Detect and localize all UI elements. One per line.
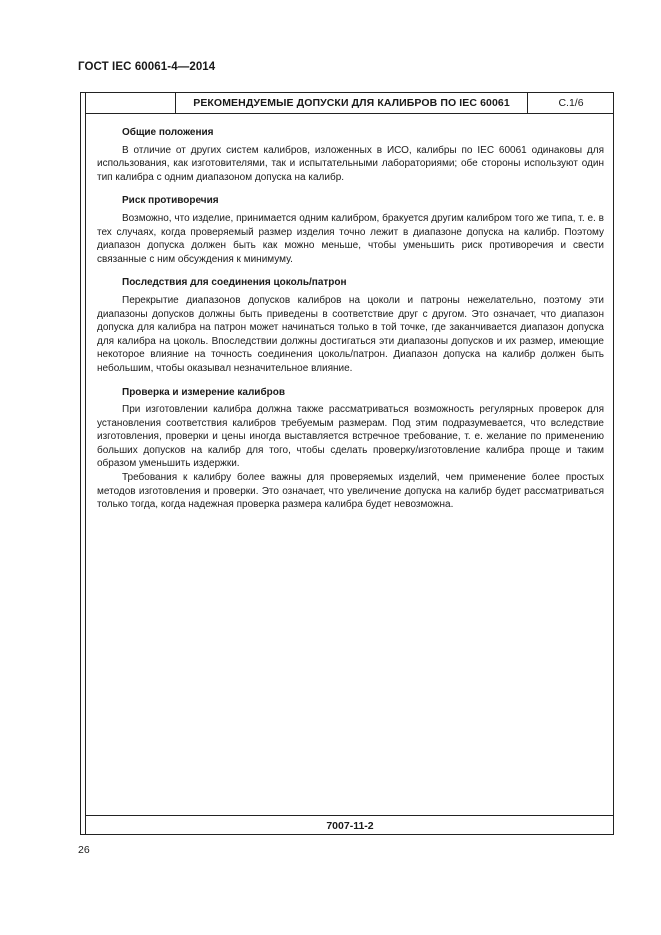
sheet-content xyxy=(97,120,604,512)
sheet-title: РЕКОМЕНДУЕМЫЕ ДОПУСКИ ДЛЯ КАЛИБРОВ ПО IEC 60061 xyxy=(176,92,528,113)
sheet-header xyxy=(86,92,614,114)
paragraph: Возможно, что изделие, принимается одним калибром, бракуется другим калибром того же типа, т. е. в тех случаях, когда проверяемый размер изделия точно лежит в диапазоне допуска на калибр. Поэтому диапазон допуска должен быть как можно меньше, чтобы уменьшить риск противоречия и свести связанные с ним обсуждения к минимуму. xyxy=(97,212,604,265)
section-heading-risk: Риск противоречия xyxy=(122,195,219,207)
paragraph: В отличие от других систем калибров, изложенных в ИСО, калибры по IEC 60061 одинаковы для использования, как изготовителями, так и испытательными лабораториями; обе стороны используют один тип калибра с одним диапазоном допуска на калибр. xyxy=(97,144,604,183)
section-heading-general: Общие положения xyxy=(122,127,214,138)
document-code: ГОСТ IEC 60061-4—2014 xyxy=(78,61,216,73)
paragraph: При изготовлении калибра должна также рассматриваться возможность регулярных проверок для установления соответствия калибров требуемым размерам. Под этим подразумевается, что вследствие изготовления, проверки и цены иногда выставляется встречное требование, т. е. желание по применению больших допусков на калибр для того, чтобы сделать проверку/изготовление калибра проще и таким образом уменьшить издержки. xyxy=(97,404,604,470)
section-heading-verification: Проверка и измерение калибров xyxy=(122,386,285,398)
sheet-footer-code: 7007-11-2 xyxy=(86,815,614,835)
sheet-number: С.1/6 xyxy=(558,96,584,109)
sheet-frame-left-border xyxy=(80,92,86,835)
section-heading-consequences: Последствия для соединения цоколь/патрон xyxy=(122,277,347,289)
paragraph: Требования к калибру более важны для проверяемых изделий, чем применение более простых методов изготовления и проверки. Это означает, что увеличение допуска на калибр будет рассматриваться только тогда, когда надежная проверка размера калибра будет невозможна. xyxy=(97,472,604,511)
page-number: 26 xyxy=(78,844,90,856)
header-blank-cell xyxy=(86,92,176,113)
paragraph: Перекрытие диапазонов допусков калибров на цоколи и патроны нежелательно, поэтому эти диапазоны допусков должны быть приведены в соответствие друг с другом. Это означает, что диапазон допуска для калибра на патрон может начинаться только в той точке, где заканчивается диапазон допуска для калибра на цоколь. Впоследствии должны достигаться эти диапазоны допусков и их размер, имеющие некоторое влияние на точность соединения цоколь/патрон. Диапазон допуска на калибр должен быть небольшим, чтобы оказывал незначительное влияние. xyxy=(97,294,604,374)
